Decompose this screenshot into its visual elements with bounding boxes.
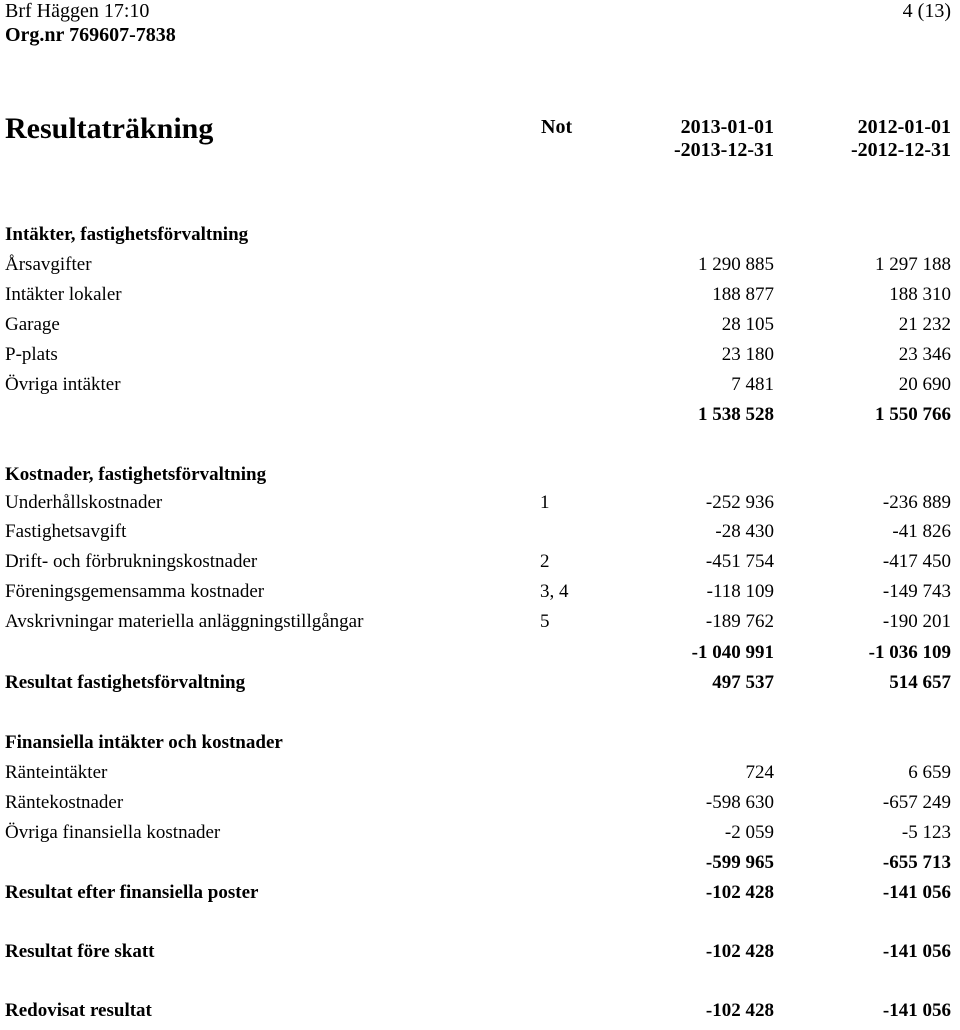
value-2012: -236 889 (882, 492, 951, 513)
table-row (0, 224, 960, 254)
table-row (0, 464, 960, 494)
value-2013: -102 428 (705, 1000, 774, 1021)
value-2013: 497 537 (712, 672, 774, 693)
row-note: 5 (540, 611, 550, 632)
row-note: 3, 4 (540, 581, 569, 602)
value-2013: 1 538 528 (698, 404, 774, 425)
value-2013: 23 180 (721, 344, 774, 365)
value-2012: 6 659 (908, 762, 951, 783)
table-row (0, 314, 960, 344)
value-2012: -149 743 (882, 581, 951, 602)
value-2013: 28 105 (721, 314, 774, 335)
table-row (0, 374, 960, 404)
note-column-header: Not (541, 116, 573, 138)
table-row (0, 611, 960, 641)
period-2012-header (851, 116, 951, 162)
page-title: Resultaträkning (5, 112, 214, 145)
period-2013-start: 2013-01-01 (680, 116, 774, 138)
value-2013: -451 754 (705, 551, 774, 572)
value-2012: -655 713 (882, 852, 951, 873)
row-label: Räntekostnader (5, 792, 124, 813)
row-label: Resultat fastighetsförvaltning (5, 672, 246, 693)
value-2013: 724 (745, 762, 774, 783)
value-2013: -252 936 (705, 492, 774, 513)
value-2012: -41 826 (892, 521, 951, 542)
table-row (0, 672, 960, 702)
value-2013: -599 965 (705, 852, 774, 873)
table-row (0, 284, 960, 314)
value-2012: -141 056 (882, 941, 951, 962)
row-label: Föreningsgemensamma kostnader (5, 581, 265, 602)
period-2012-end: -2012-12-31 (851, 139, 951, 161)
table-row (0, 1000, 960, 1030)
value-2012: -657 249 (882, 792, 951, 813)
row-label: Drift- och förbrukningskostnader (5, 551, 258, 572)
row-note: 1 (540, 492, 550, 513)
period-2013-end: -2013-12-31 (674, 139, 774, 161)
value-2012: -1 036 109 (868, 642, 951, 663)
value-2012: 514 657 (889, 672, 951, 693)
value-2012: -5 123 (901, 822, 951, 843)
value-2013: -1 040 991 (691, 642, 774, 663)
row-label: Övriga intäkter (5, 374, 121, 395)
table-row (0, 344, 960, 374)
table-row (0, 792, 960, 822)
row-label: Kostnader, fastighetsförvaltning (5, 464, 267, 485)
row-label: Avskrivningar materiella anläggningstillgångar (5, 611, 364, 632)
value-2013: -102 428 (705, 941, 774, 962)
row-label: Resultat före skatt (5, 941, 155, 962)
table-row (0, 521, 960, 551)
table-row (0, 852, 960, 882)
table-row (0, 882, 960, 912)
row-label: Fastighetsavgift (5, 521, 127, 542)
table-row (0, 762, 960, 792)
value-2013: 7 481 (731, 374, 774, 395)
value-2013: -598 630 (705, 792, 774, 813)
org-number: Org.nr 769607-7838 (5, 24, 176, 46)
table-row (0, 941, 960, 971)
row-label: Finansiella intäkter och kostnader (5, 732, 283, 753)
value-2012: 1 550 766 (875, 404, 951, 425)
row-label: Övriga finansiella kostnader (5, 822, 221, 843)
table-row (0, 642, 960, 672)
table-row (0, 732, 960, 762)
table-row (0, 254, 960, 284)
value-2013: 188 877 (712, 284, 774, 305)
value-2012: -190 201 (882, 611, 951, 632)
value-2012: -417 450 (882, 551, 951, 572)
value-2013: -118 109 (706, 581, 774, 602)
row-label: Garage (5, 314, 60, 335)
value-2013: -189 762 (705, 611, 774, 632)
value-2012: 20 690 (898, 374, 951, 395)
value-2012: 188 310 (889, 284, 951, 305)
row-label: Intäkter lokaler (5, 284, 122, 305)
table-row (0, 404, 960, 434)
row-label: Årsavgifter (5, 254, 92, 275)
value-2013: -102 428 (705, 882, 774, 903)
value-2012: -141 056 (882, 882, 951, 903)
period-2012-start: 2012-01-01 (857, 116, 951, 138)
row-label: Intäkter, fastighetsförvaltning (5, 224, 249, 245)
company-name: Brf Häggen 17:10 (5, 0, 150, 22)
table-row (0, 551, 960, 581)
value-2012: 1 297 188 (875, 254, 951, 275)
row-label: P-plats (5, 344, 58, 365)
value-2012: 23 346 (898, 344, 951, 365)
table-row (0, 581, 960, 611)
row-label: Resultat efter finansiella poster (5, 882, 259, 903)
page-number: 4 (13) (902, 0, 951, 22)
row-label: Underhållskostnader (5, 492, 163, 513)
value-2012: -141 056 (882, 1000, 951, 1021)
row-note: 2 (540, 551, 550, 572)
value-2012: 21 232 (898, 314, 951, 335)
value-2013: 1 290 885 (698, 254, 774, 275)
value-2013: -28 430 (715, 521, 774, 542)
table-row (0, 492, 960, 522)
period-2013-header (674, 116, 774, 162)
table-row (0, 822, 960, 852)
row-label: Redovisat resultat (5, 1000, 152, 1021)
row-label: Ränteintäkter (5, 762, 108, 783)
value-2013: -2 059 (724, 822, 774, 843)
